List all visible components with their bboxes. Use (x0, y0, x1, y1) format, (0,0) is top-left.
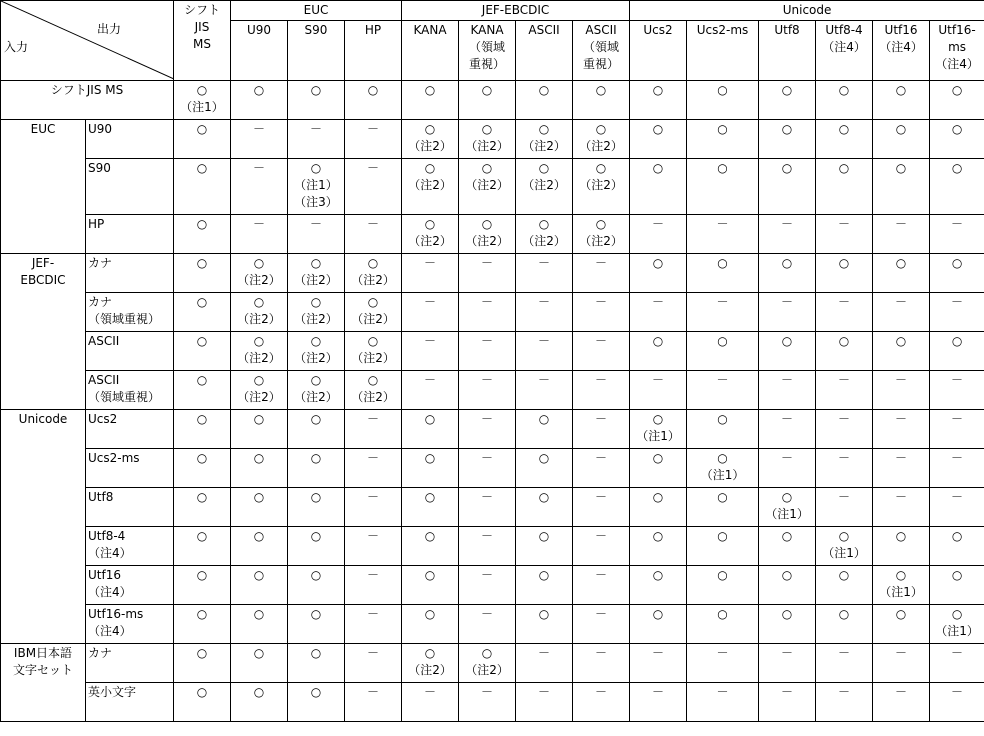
table-cell: － (459, 605, 516, 644)
table-row (1, 293, 984, 332)
table-cell: ○ (231, 683, 288, 722)
table-cell: － (345, 215, 402, 254)
table-cell: ○ （注2） (459, 159, 516, 215)
table-cell: ○ （注2） (231, 332, 288, 371)
col-header: Utf16 （注4） (873, 21, 930, 81)
table-cell: ○ (687, 254, 759, 293)
table-cell: ○ （注2） (516, 159, 573, 215)
table-cell: － (231, 159, 288, 215)
table-cell: ○ (630, 254, 687, 293)
table-cell: － (573, 644, 630, 683)
table-cell: － (573, 527, 630, 566)
row-label: U90 (86, 120, 174, 159)
table-cell: － (930, 410, 984, 449)
table-cell: － (930, 488, 984, 527)
table-cell: － (687, 371, 759, 410)
table-cell: ○ (630, 605, 687, 644)
row-label: Utf8 (86, 488, 174, 527)
table-cell: ○ (174, 605, 231, 644)
table-cell: ○ (930, 254, 984, 293)
table-cell: － (687, 683, 759, 722)
table-cell: ○ （注1） (687, 449, 759, 488)
table-cell: ○ (231, 449, 288, 488)
table-row (1, 488, 984, 527)
table-cell: ○ (174, 215, 231, 254)
table-cell: ○ (174, 332, 231, 371)
table-cell: － (516, 683, 573, 722)
table-cell: ○ (174, 371, 231, 410)
table-cell: ○ （注2） (516, 215, 573, 254)
col-header: Utf16- ms （注4） (930, 21, 984, 81)
table-cell: ○ (402, 605, 459, 644)
table-cell: ○ (930, 566, 984, 605)
table-cell: － (459, 332, 516, 371)
table-cell: － (459, 410, 516, 449)
col-header: Utf8-4 （注4） (816, 21, 873, 81)
table-cell: ○ (174, 527, 231, 566)
table-cell: － (345, 605, 402, 644)
table-cell: － (345, 683, 402, 722)
row-label: HP (86, 215, 174, 254)
row-label: Utf8-4 （注4） (86, 527, 174, 566)
col-header: KANA (402, 21, 459, 81)
table-cell: ○ (345, 81, 402, 120)
table-cell: ○ (759, 254, 816, 293)
table-cell: ○ (687, 488, 759, 527)
table-cell: ○ (402, 449, 459, 488)
table-cell: ○ (231, 488, 288, 527)
table-cell: ○ (231, 605, 288, 644)
table-cell: － (459, 371, 516, 410)
table-cell: － (402, 332, 459, 371)
table-cell: － (573, 566, 630, 605)
table-cell: － (459, 449, 516, 488)
table-cell: － (687, 293, 759, 332)
table-cell: ○ (174, 410, 231, 449)
table-cell: － (816, 449, 873, 488)
row-group-label: EUC (1, 120, 86, 254)
table-cell: － (930, 683, 984, 722)
table-cell: ○ （注2） (288, 254, 345, 293)
table-cell: － (345, 488, 402, 527)
table-cell: ○ (687, 566, 759, 605)
table-cell: ○ (231, 410, 288, 449)
table-cell: ○ (288, 527, 345, 566)
table-cell: ○ (930, 527, 984, 566)
table-cell: ○ (174, 566, 231, 605)
table-cell: ○ (816, 120, 873, 159)
table-cell: ○ (402, 527, 459, 566)
table-cell: － (873, 371, 930, 410)
table-cell: ○ (816, 332, 873, 371)
table-cell: － (759, 683, 816, 722)
table-cell: － (573, 605, 630, 644)
table-cell: ○ (687, 81, 759, 120)
table-cell: ○ (816, 254, 873, 293)
table-cell: － (873, 293, 930, 332)
row-group-label: JEF- EBCDIC (1, 254, 86, 410)
table-cell: ○ (630, 332, 687, 371)
table-cell: ○ (630, 566, 687, 605)
table-cell: － (345, 644, 402, 683)
table-cell: ○ （注2） (402, 159, 459, 215)
table-cell: ○ (288, 449, 345, 488)
table-cell: ○ (930, 81, 984, 120)
row-label: ASCII （領域重視） (86, 371, 174, 410)
table-cell: ○ (288, 566, 345, 605)
col-header: S90 (288, 21, 345, 81)
table-cell: － (816, 644, 873, 683)
table-cell: ○ (516, 527, 573, 566)
table-cell: ○ (288, 81, 345, 120)
table-cell: ○ (630, 120, 687, 159)
table-cell: ○ （注2） (573, 120, 630, 159)
table-cell: － (759, 644, 816, 683)
table-cell: － (231, 215, 288, 254)
table-row (1, 605, 984, 644)
table-cell: － (402, 293, 459, 332)
col-header: Utf8 (759, 21, 816, 81)
table-cell: － (573, 488, 630, 527)
table-cell: ○ (174, 159, 231, 215)
table-cell: ○ （注2） (345, 293, 402, 332)
col-header: Ucs2-ms (687, 21, 759, 81)
table-row (1, 159, 984, 215)
table-cell: ○ (816, 566, 873, 605)
table-cell: ○ （注1） (873, 566, 930, 605)
table-cell: ○ (516, 566, 573, 605)
table-cell: － (402, 254, 459, 293)
table-cell: ○ (687, 120, 759, 159)
table-cell: ○ （注2） (288, 332, 345, 371)
row-label: Utf16 （注4） (86, 566, 174, 605)
table-cell: ○ (759, 332, 816, 371)
table-cell: ○ （注1） (759, 488, 816, 527)
table-cell: ○ (402, 81, 459, 120)
table-cell: ○ (687, 159, 759, 215)
row-label: 英小文字 (86, 683, 174, 722)
table-cell: ○ （注2） (402, 215, 459, 254)
table-cell: － (402, 683, 459, 722)
table-cell: － (759, 371, 816, 410)
table-cell: － (816, 488, 873, 527)
header-row-groups (1, 1, 984, 21)
table-cell: ○ (174, 488, 231, 527)
table-cell: ○ (873, 254, 930, 293)
table-cell: － (816, 215, 873, 254)
table-row (1, 332, 984, 371)
table-row (1, 81, 984, 120)
table-cell: － (516, 371, 573, 410)
col-header: ASCII (516, 21, 573, 81)
table-cell: － (630, 215, 687, 254)
table-row (1, 644, 984, 683)
table-cell: ○ （注2） (573, 159, 630, 215)
table-cell: ○ （注1） (930, 605, 984, 644)
table-cell: － (630, 371, 687, 410)
table-row (1, 254, 984, 293)
table-cell: ○ (288, 410, 345, 449)
table-cell: ○ (402, 488, 459, 527)
table-cell: ○ （注2） (345, 371, 402, 410)
table-cell: ○ (174, 254, 231, 293)
table-cell: ○ (873, 605, 930, 644)
table-cell: － (288, 215, 345, 254)
table-cell: ○ (231, 527, 288, 566)
table-cell: ○ (630, 527, 687, 566)
table-cell: ○ （注2） (459, 644, 516, 683)
table-cell: ○ (873, 159, 930, 215)
col-header: Ucs2 (630, 21, 687, 81)
table-cell: ○ (231, 566, 288, 605)
table-cell: － (816, 293, 873, 332)
table-cell: ○ (459, 81, 516, 120)
table-cell: ○ （注2） (459, 215, 516, 254)
table-cell: ○ (174, 120, 231, 159)
table-cell: － (573, 371, 630, 410)
row-label: Ucs2-ms (86, 449, 174, 488)
table-cell: － (573, 254, 630, 293)
table-cell: ○ (516, 488, 573, 527)
table-cell: ○ （注2） (231, 371, 288, 410)
table-cell: － (345, 120, 402, 159)
table-cell: － (516, 293, 573, 332)
table-row (1, 683, 984, 722)
table-cell: ○ (174, 449, 231, 488)
table-cell: － (573, 293, 630, 332)
table-cell: ○ (759, 120, 816, 159)
table-cell: ○ (516, 81, 573, 120)
table-cell: － (288, 120, 345, 159)
table-cell: ○ (573, 81, 630, 120)
table-cell: － (231, 120, 288, 159)
corner-cell (1, 1, 174, 81)
row-group-label: シフトJIS MS (1, 81, 174, 120)
table-cell: － (687, 215, 759, 254)
table-cell: ○ (174, 293, 231, 332)
table-cell: ○ (288, 488, 345, 527)
table-cell: － (873, 449, 930, 488)
table-row (1, 449, 984, 488)
table-cell: － (630, 293, 687, 332)
table-cell: － (516, 254, 573, 293)
table-cell: ○ (759, 605, 816, 644)
table-cell: ○ (174, 683, 231, 722)
table-cell: － (459, 527, 516, 566)
table-row (1, 371, 984, 410)
row-group-label: Unicode (1, 410, 86, 644)
table-cell: － (573, 410, 630, 449)
table-cell: ○ (873, 81, 930, 120)
table-cell: － (345, 159, 402, 215)
table-cell: － (759, 293, 816, 332)
table-cell: ○ (930, 159, 984, 215)
table-row (1, 120, 984, 159)
col-header: U90 (231, 21, 288, 81)
table-cell: ○ (930, 120, 984, 159)
table-cell: － (573, 332, 630, 371)
table-cell: ○ (630, 488, 687, 527)
output-label: 出力 (97, 22, 122, 36)
table-cell: ○ (873, 120, 930, 159)
table-row (1, 527, 984, 566)
table-cell: ○ (873, 332, 930, 371)
table-cell: － (759, 410, 816, 449)
table-cell: － (873, 410, 930, 449)
table-cell: － (459, 293, 516, 332)
table-cell: － (816, 410, 873, 449)
table-cell: ○ (231, 644, 288, 683)
group-header-euc: EUC (231, 1, 402, 21)
table-cell: － (459, 566, 516, 605)
table-cell: － (345, 527, 402, 566)
table-cell: － (459, 254, 516, 293)
table-cell: ○ (630, 449, 687, 488)
table-cell: ○ (816, 159, 873, 215)
table-cell: － (345, 566, 402, 605)
table-cell: ○ (288, 605, 345, 644)
table-cell: － (816, 683, 873, 722)
table-cell: － (573, 449, 630, 488)
table-cell: － (516, 332, 573, 371)
table-cell: － (873, 644, 930, 683)
table-cell: ○ （注1） (816, 527, 873, 566)
table-cell: ○ (687, 410, 759, 449)
table-row (1, 410, 984, 449)
table-cell: ○ (288, 683, 345, 722)
table-cell: ○ (630, 81, 687, 120)
group-header-jef: JEF-EBCDIC (402, 1, 630, 21)
table-cell: － (930, 644, 984, 683)
table-cell: ○ (630, 159, 687, 215)
table-cell: ○ (402, 566, 459, 605)
table-cell: － (930, 371, 984, 410)
table-cell: － (459, 488, 516, 527)
table-cell: ○ （注2） (288, 371, 345, 410)
row-label: カナ (86, 644, 174, 683)
table-cell: ○ （注2） (459, 120, 516, 159)
table-cell: － (873, 683, 930, 722)
col-header-sjis: シフト JIS MS (174, 1, 231, 81)
table-cell: ○ (930, 332, 984, 371)
table-cell: － (759, 215, 816, 254)
table-cell: ○ （注2） (516, 120, 573, 159)
table-cell: ○ (816, 81, 873, 120)
table-cell: － (687, 644, 759, 683)
table-cell: － (345, 449, 402, 488)
table-cell: ○ （注2） (288, 293, 345, 332)
col-header: ASCII （領域 重視） (573, 21, 630, 81)
table-cell: － (930, 449, 984, 488)
table-cell: ○ （注2） (231, 293, 288, 332)
table-cell: ○ (687, 527, 759, 566)
row-label: カナ (86, 254, 174, 293)
table-cell: ○ (174, 644, 231, 683)
table-cell: － (630, 683, 687, 722)
table-cell: ○ （注1） (630, 410, 687, 449)
row-label: Utf16-ms （注4） (86, 605, 174, 644)
table-cell: ○ (873, 527, 930, 566)
table-cell: ○ (516, 449, 573, 488)
table-cell: ○ (759, 159, 816, 215)
row-label: カナ （領域重視） (86, 293, 174, 332)
table-cell: ○ (759, 527, 816, 566)
table-cell: ○ (402, 410, 459, 449)
table-cell: ○ （注2） (345, 332, 402, 371)
table-cell: － (573, 683, 630, 722)
table-cell: ○ （注1） (174, 81, 231, 120)
table-cell: － (873, 215, 930, 254)
table-cell: － (345, 410, 402, 449)
table-row (1, 566, 984, 605)
table-cell: ○ （注2） (573, 215, 630, 254)
input-label: 入力 (4, 40, 29, 54)
table-cell: ○ （注2） (345, 254, 402, 293)
col-header: KANA （領域 重視） (459, 21, 516, 81)
table-cell: ○ （注2） (402, 120, 459, 159)
table-cell: － (759, 449, 816, 488)
group-header-unicode: Unicode (630, 1, 984, 21)
table-cell: － (873, 488, 930, 527)
table-cell: － (930, 215, 984, 254)
table-cell: ○ （注2） (231, 254, 288, 293)
table-cell: ○ (231, 81, 288, 120)
table-row (1, 215, 984, 254)
table-cell: － (516, 644, 573, 683)
row-label: Ucs2 (86, 410, 174, 449)
row-label: S90 (86, 159, 174, 215)
table-cell: － (630, 644, 687, 683)
table-cell: ○ （注1） （注3） (288, 159, 345, 215)
table-cell: ○ (516, 605, 573, 644)
table-cell: ○ (759, 81, 816, 120)
table-cell: ○ (687, 605, 759, 644)
table-cell: ○ (816, 605, 873, 644)
col-header: HP (345, 21, 402, 81)
table-cell: － (459, 683, 516, 722)
table-cell: － (402, 371, 459, 410)
row-group-label: IBM日本語 文字セット (1, 644, 86, 722)
table-cell: ○ (687, 332, 759, 371)
table-cell: ○ (759, 566, 816, 605)
table-cell: ○ (288, 644, 345, 683)
table-cell: － (930, 293, 984, 332)
table-cell: ○ （注2） (402, 644, 459, 683)
table-cell: ○ (516, 410, 573, 449)
row-label: ASCII (86, 332, 174, 371)
table-cell: － (816, 371, 873, 410)
